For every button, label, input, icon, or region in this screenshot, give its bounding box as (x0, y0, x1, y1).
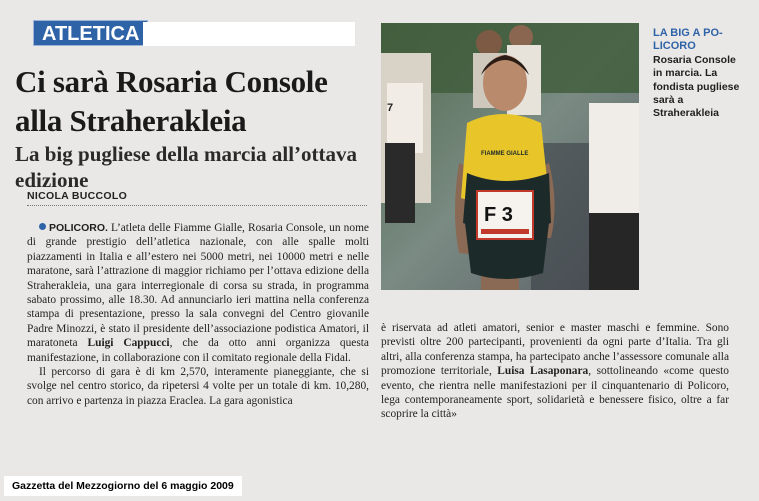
author-byline: NICOLA BUCCOLO (27, 190, 128, 202)
bullet-icon (39, 223, 46, 230)
subheadline: La big pugliese della marcia all’ottava edizione (15, 142, 358, 192)
paragraph-1-text: L’atleta delle Fiamme Gialle, Rosaria Console, un nome di grande prestigio dell’atletica nazionale, con alle spalle molti piazzamenti in Italia e all’estero nei 5000 metri, nei 10000 metri e nelle maratone, sarà l’attrazione di maggior richiamo per l’ottava edizione della Straherakleia, una gara interregionale di corsa su strada, in programma sabato prossimo, alle 18.30. Ad annunciarlo ieri mattina nella conferenza stampa di presentazione, presso la sala convegni del Centro giovanile Padre Minozzi, è stato il presidente dell’associazione podistica Amatori, il maratoneta (27, 222, 369, 350)
athlete-photo-image (381, 23, 639, 290)
paragraph-1 (27, 221, 369, 365)
photo-caption (653, 27, 745, 121)
paragraph-3 (381, 321, 729, 422)
caption-body: Rosaria Console in marcia. La fondista pugliese sarà a Straherakleia (653, 53, 740, 120)
headline (15, 62, 375, 140)
assessor-name: Luisa Lasaponara (497, 365, 589, 378)
race-bib-number: F 3 (484, 204, 513, 226)
paragraph-3-text: è riservata ad atleti amatori, senior e master maschi e femmine. Sono previsti oltre 200 partecipanti, provenienti da ogni parte d’Italia. Tra gli altri, alla conferenza stampa, ha partecipato anche l’assessore comunale alla promozione territoriale, (381, 322, 729, 378)
paragraph-1-end: , che da otto anni organizza questa manifestazione, in collaborazione con il comitato regionale della Fidal. (27, 337, 369, 364)
caption-title-line-2: LICORO (653, 40, 696, 53)
headline-line-2: alla Straherakleia (15, 103, 247, 138)
section-tag: ATLETICA (33, 20, 148, 46)
caption-title-line-1: LA BIG A PO- (653, 27, 723, 39)
redacted-bar (143, 22, 355, 46)
caption-title (653, 27, 745, 54)
person-name: Luigi Cappucci (87, 337, 170, 350)
jersey-label: FIAMME GIALLE (481, 151, 529, 157)
athlete-photo (381, 23, 639, 290)
headline-line-1: Ci sarà Rosaria Console (15, 64, 328, 99)
paragraph-2: Il percorso di gara è di km 2,570, interamente pianeggiante, che si svolge nel centro storico, da ripetersi 4 volte per un totale di km. 10,280, con arrivo e partenza in piazza Eraclea. La gara agonistica (27, 366, 369, 407)
article-column-2 (381, 321, 729, 422)
source-footer: Gazzetta del Mezzogiorno del 6 maggio 2009 (4, 476, 242, 496)
article-column-1 (27, 221, 369, 408)
paragraph-3-end: , sottolineando «come questo evento, che rientra nelle manifestazioni per il cinquantenario di Policoro, lega contemporaneamente sport, solidarietà e benessere fisico, oltre a far scoprire la città» (381, 365, 729, 421)
left-runner-bib-number: 7 (387, 102, 394, 114)
byline-divider (27, 205, 367, 206)
lead-location: POLICORO. (49, 222, 108, 234)
